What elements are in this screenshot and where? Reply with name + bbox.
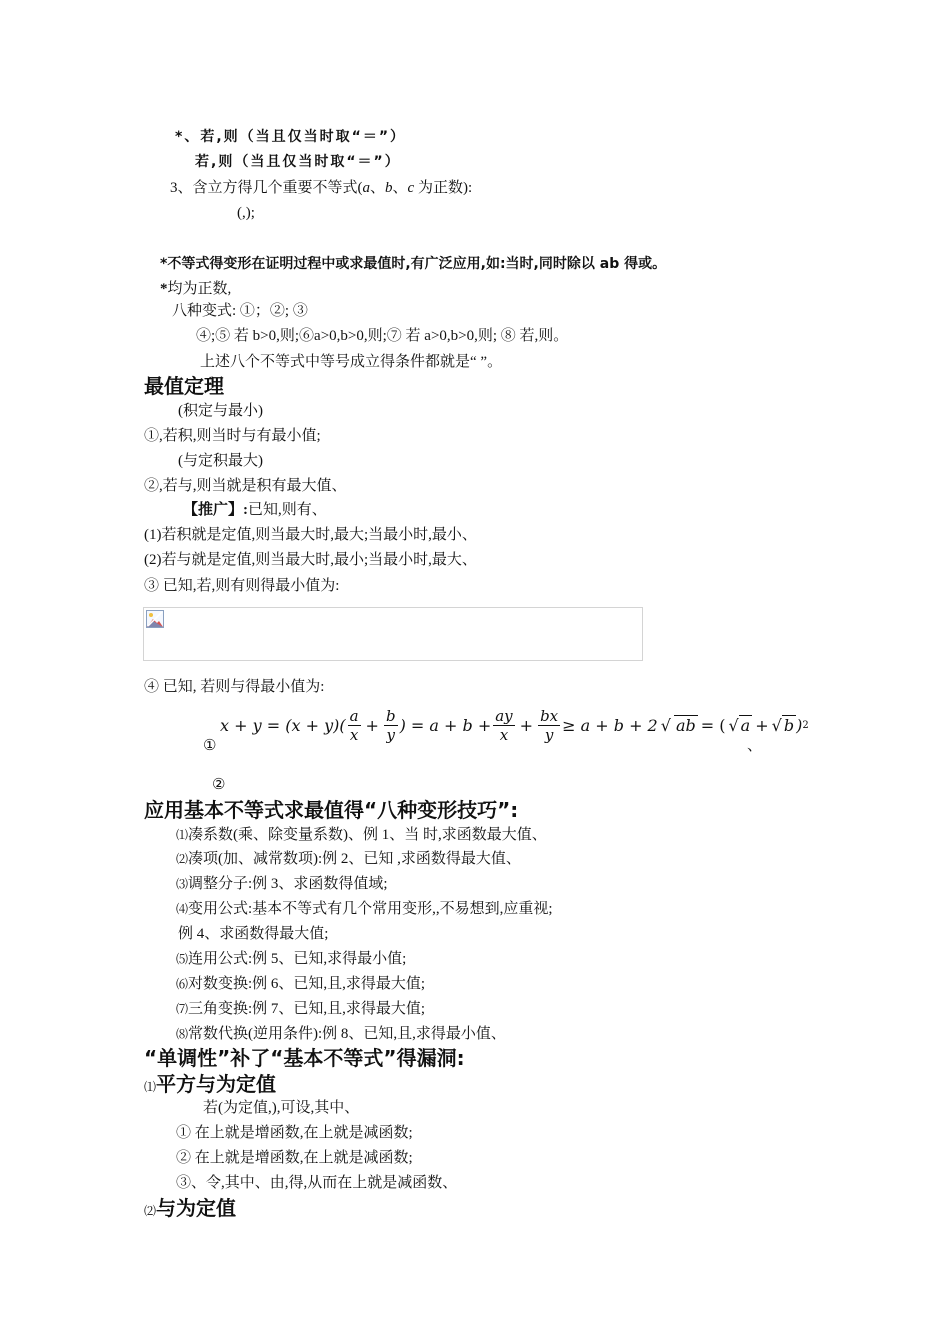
s1-line-8: ③ 已知,若,则有则得最小值为: xyxy=(144,578,340,594)
s1-line-4: ②,若与,则当就是积有最大值、 xyxy=(144,478,347,494)
s1-line-7: (2)若与就是定值,则当最大时,最小;当最小时,最大、 xyxy=(144,552,477,568)
list-item xyxy=(176,1024,506,1044)
plus-sign: + xyxy=(519,715,534,735)
list-item xyxy=(176,825,547,845)
list-item xyxy=(178,924,328,944)
item-text: 对数变换:例 6、已知,且,求得最大值; xyxy=(188,976,426,992)
section-title-extremum: 最值定理 xyxy=(144,374,224,398)
line-5: *不等式得变形在证明过程中或求最值时,有广泛应用,如:当时,同时除以 ab 得或。 xyxy=(160,256,667,272)
s1-line-3: (与定积最大) xyxy=(178,453,263,469)
list-item xyxy=(176,849,521,869)
list-item xyxy=(176,949,406,969)
frac-num: bx xyxy=(540,706,559,725)
item-text: 调整分子:例 3、求函数得值域; xyxy=(188,876,388,892)
sub-title: 平方与为定值 xyxy=(156,1072,277,1096)
item-number: ⑺ xyxy=(176,1002,189,1016)
section-title-monotonicity: “单调性”补了“基本不等式”得漏洞: xyxy=(144,1046,465,1070)
s1-line-2: ①,若积,则当时与有最小值; xyxy=(144,428,321,444)
item-text: 凑系数(乘、除变量系数)、例 1、当 时,求函数最大值、 xyxy=(188,827,547,843)
broken-image-icon xyxy=(146,610,164,628)
formula-cauchy xyxy=(220,700,809,750)
s3-line-2: ① 在上就是增函数,在上就是减函数; xyxy=(176,1125,413,1141)
s1-line-6: (1)若积就是定值,则当最大时,最大;当最小时,最小、 xyxy=(144,527,477,543)
item-text: 三角变换:例 7、已知,且,求得最大值; xyxy=(188,1001,426,1017)
s3-line-4: ③、令,其中、由,得,从而在上就是减函数、 xyxy=(176,1175,458,1191)
s1-line-5-text: 已知,则有、 xyxy=(248,502,327,518)
section-title-techniques: 应用基本不等式求最值得“八种变形技巧”: xyxy=(144,798,519,822)
item-number: ⑻ xyxy=(176,1027,189,1041)
subsection-square-sum xyxy=(144,1071,276,1100)
subsection-sum xyxy=(144,1195,236,1224)
sub-number: ⑵ xyxy=(144,1204,157,1218)
broken-image-frame xyxy=(143,607,643,661)
frac-den: x xyxy=(499,725,509,744)
tail-mark: 、 xyxy=(747,738,763,754)
fraction-a-over-x xyxy=(348,707,361,744)
line-1: *、若,则（当且仅当时取“＝”） xyxy=(175,129,407,145)
fraction-b-over-y xyxy=(384,707,398,744)
line-3-pre: 3、含立方得几个重要不等式( xyxy=(170,180,363,196)
var-b: b xyxy=(385,180,393,196)
item-number: ⑷ xyxy=(176,902,189,916)
item-text: 变用公式:基本不等式有几个常用变形,,不易想到,应重视; xyxy=(188,901,553,917)
generalization-label: 【推广】: xyxy=(183,502,248,518)
plus-sign: + xyxy=(365,715,379,735)
frac-den: y xyxy=(386,725,395,744)
item-number: ⑹ xyxy=(176,977,189,991)
item-number: ⑵ xyxy=(176,852,189,866)
frac-num: a xyxy=(349,706,359,725)
circle-1: ① xyxy=(203,738,217,754)
s3-line-1: 若(为定值,),可设,其中、 xyxy=(203,1100,360,1116)
var-a: a xyxy=(362,180,370,196)
line-4: (,); xyxy=(237,205,255,221)
item-text: 连用公式:例 5、已知,求得最小值; xyxy=(188,951,407,967)
s1-line-1: (积定与最小) xyxy=(178,403,263,419)
circle-2: ② xyxy=(212,777,226,793)
frac-den: x xyxy=(349,725,359,744)
item-number: ⑸ xyxy=(176,952,189,966)
item-number: ⑶ xyxy=(176,877,189,891)
item-text: 凑项(加、减常数项):例 2、已知 ,求函数得最大值、 xyxy=(188,851,521,867)
sqrt-a: a xyxy=(740,716,751,735)
fraction-bx-over-y xyxy=(538,707,560,744)
formula-mid: ) = a + b + xyxy=(399,715,492,735)
list-item xyxy=(176,899,553,919)
sqrt-ab: ab xyxy=(675,716,696,735)
frac-num: ay xyxy=(495,706,513,725)
sqrt-sign: √ xyxy=(660,715,671,735)
fraction-ay-over-x xyxy=(493,707,514,744)
sqrt-b: b xyxy=(783,716,795,735)
formula-lhs: x + y = (x + y)( xyxy=(220,715,346,735)
sep-1: 、 xyxy=(370,180,386,196)
frac-num: b xyxy=(385,706,396,725)
list-item xyxy=(176,999,425,1019)
sub-title: 与为定值 xyxy=(156,1196,237,1220)
line-8: ④;⑤ 若 b>0,则;⑥a>0,b>0,则;⑦ 若 a>0,b>0,则; ⑧ 若,则。 xyxy=(196,328,569,344)
sub-number: ⑴ xyxy=(144,1080,157,1094)
sep-2: 、 xyxy=(392,180,408,196)
line-3 xyxy=(170,178,472,198)
line-2: 若,则（当且仅当时取“＝”） xyxy=(195,154,401,170)
formula-eq: = ( xyxy=(700,715,726,735)
list-item xyxy=(176,874,388,894)
s1-line-5 xyxy=(183,500,327,520)
line-6 xyxy=(160,279,231,299)
sqrt-sign: √ xyxy=(771,715,782,735)
item-text: 例 4、求函数得最大值; xyxy=(178,926,329,942)
item-number: ⑴ xyxy=(176,828,189,842)
item-text: 常数代换(逆用条件):例 8、已知,且,求得最小值、 xyxy=(188,1026,506,1042)
line-3-post: 为正数): xyxy=(414,180,473,196)
var-c: c xyxy=(407,180,415,196)
exponent: 2 xyxy=(802,719,809,731)
formula-close: ) xyxy=(796,715,803,735)
star-mark: * xyxy=(160,281,168,297)
frac-den: y xyxy=(544,725,554,744)
line-7: 八种变式: ①；②; ③ xyxy=(172,303,308,319)
list-item xyxy=(176,974,425,994)
sqrt-sign: √ xyxy=(728,715,739,735)
line-6-text: 均为正数, xyxy=(167,281,232,297)
plus-sign: + xyxy=(755,715,769,735)
line-9: 上述八个不等式中等号成立得条件都就是“ ”。 xyxy=(200,354,503,370)
formula-ge: ≥ a + b + 2 xyxy=(562,715,658,735)
s1-line-9: ④ 已知, 若则与得最小值为: xyxy=(144,679,325,695)
s3-line-3: ② 在上就是增函数,在上就是减函数; xyxy=(176,1150,413,1166)
